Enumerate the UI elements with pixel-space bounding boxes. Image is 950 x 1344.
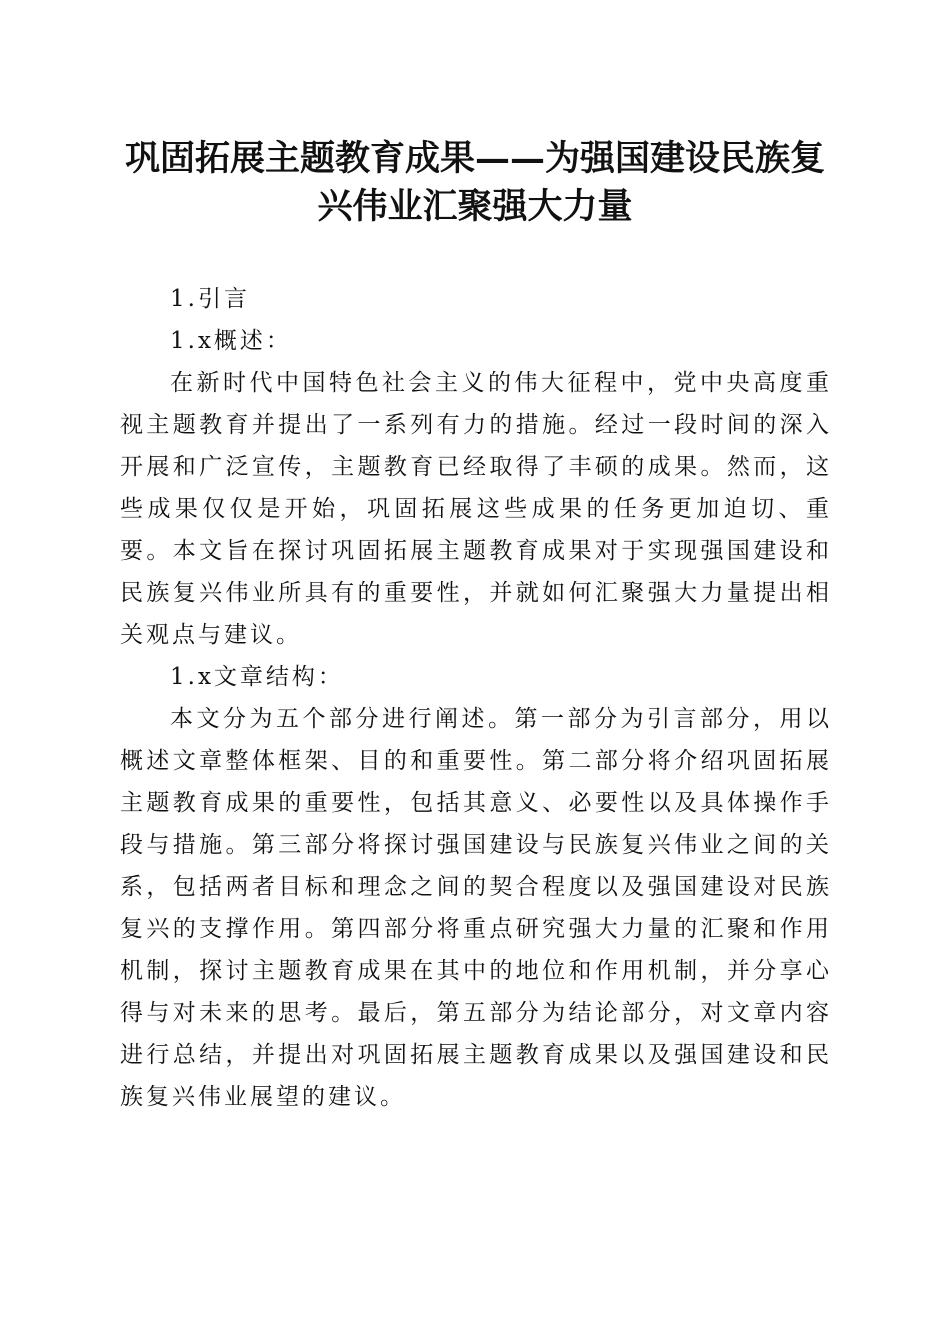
document-body <box>120 278 832 1118</box>
document-title <box>100 135 850 231</box>
document-title-line-2: 兴伟业汇聚强大力量 <box>317 186 633 227</box>
document-title-line-1: 巩固拓展主题教育成果——为强国建设民族复 <box>124 138 825 179</box>
section-heading-structure: 1.x文章结构： <box>170 664 344 690</box>
section-heading-overview: 1.x概述： <box>170 328 292 354</box>
structure-paragraph: 本文分为五个部分进行阐述。第一部分为引言部分，用以概述文章整体框架、目的和重要性。第二部分将介绍巩固拓展主题教育成果的重要性，包括其意义、必要性以及具体操作手段与措施。第三部分将探讨强国建设与民族复兴伟业之间的关系，包括两者目标和理念之间的契合程度以及强国建设对民族复兴的支撑作用。第四部分将重点研究强大力量的汇聚和作用机制，探讨主题教育成果在其中的地位和作用机制，并分享心得与对未来的思考。最后，第五部分为结论部分，对文章内容进行总结，并提出对巩固拓展主题教育成果以及强国建设和民族复兴伟业展望的建议。 <box>120 706 832 1110</box>
section-heading-introduction: 1.引言 <box>170 286 250 312</box>
overview-paragraph: 在新时代中国特色社会主义的伟大征程中，党中央高度重视主题教育并提出了一系列有力的措施。经过一段时间的深入开展和广泛宣传，主题教育已经取得了丰硕的成果。然而，这些成果仅仅是开始，巩固拓展这些成果的任务更加迫切、重要。本文旨在探讨巩固拓展主题教育成果对于实现强国建设和民族复兴伟业所具有的重要性，并就如何汇聚强大力量提出相关观点与建议。 <box>120 370 832 648</box>
